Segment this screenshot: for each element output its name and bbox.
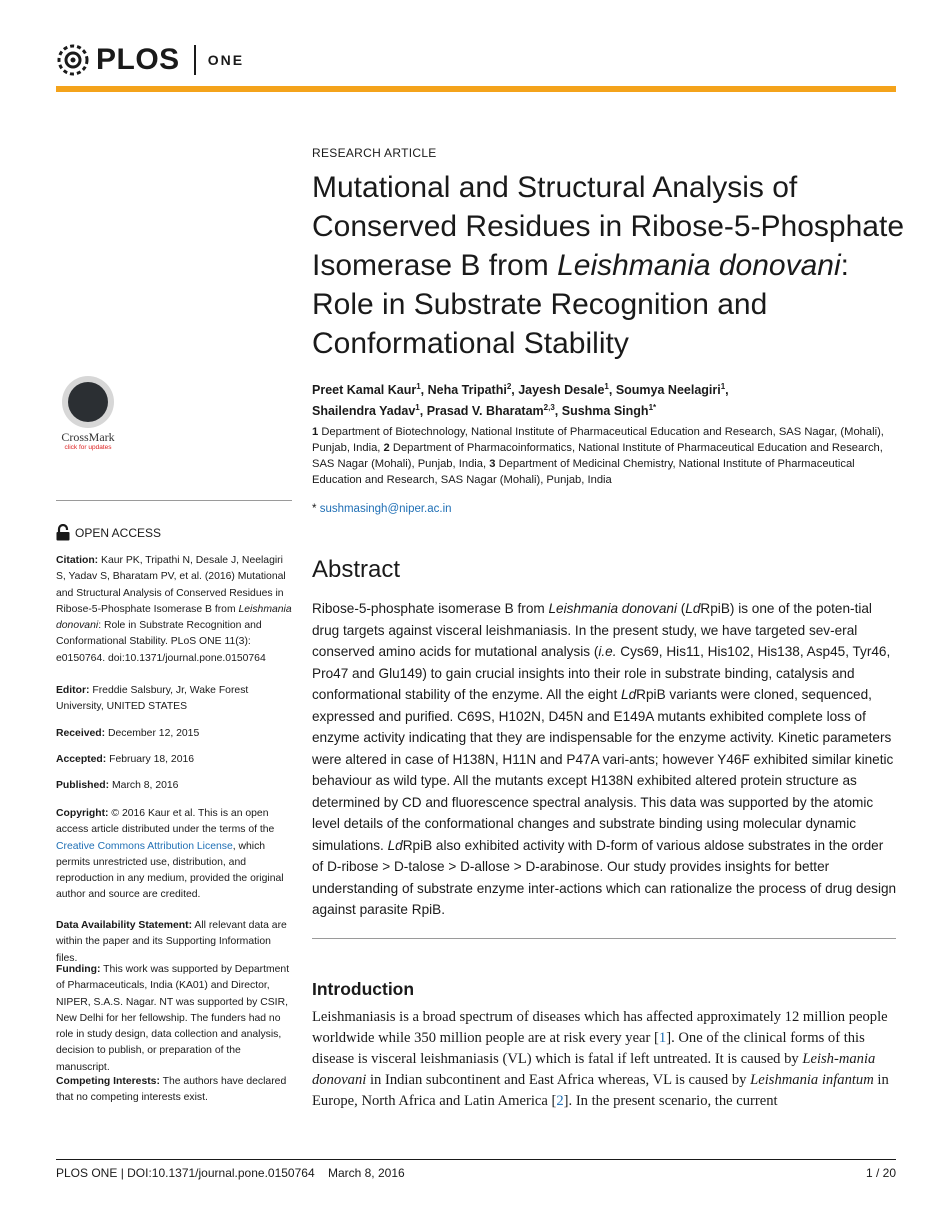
introduction-text: Leishmaniasis is a broad spectrum of diseases which has affected approximately 12 million people worldwide while 350 million people are at risk every year [1]. One of the clinical forms of this disease is visceral leishmaniasis (VL) which is fatal if left untreated. It is caused by Leish-mania donovani in Indian subcontinent and East Africa whereas, VL is caused by Leishmania infantum in Europe, North Africa and Latin America [2]. In the present scenario, the current	[312, 1009, 889, 1109]
citation-block: Citation: Kaur PK, Tripathi N, Desale J, Neelagiri S, Yadav S, Bharatam PV, et al. (2016) Mutational and Structural Analysis of Conserved Residues in Ribose-5-Phosphate Isomerase B from Leishmania donovani: Role in Substrate Recognition and Conformational Stability. PLoS ONE 11(3): e0150764. doi:10.1371/journal.pone.0150764	[56, 555, 292, 664]
open-access-badge: OPEN ACCESS	[56, 524, 161, 541]
received-date: Received: December 12, 2015	[56, 728, 200, 739]
abstract-text: Ribose-5-phosphate isomerase B from Leishmania donovani (LdRpiB) is one of the poten-tial drug targets against visceral leishmaniasis. In the present study, we have targeted sev-eral conserved amino acids for mutational analysis (i.e. Cys69, His11, His102, His138, Asp45, Tyr46, Pro47 and Glu149) to gain crucial insights into their role in substrate binding, catalysis and conformational stability of the enzyme. All the eight LdRpiB variants were cloned, sequenced, expressed and purified. C69S, H102N, D45N and E149A mutants exhibited complete loss of enzyme activity indicating that they are indispensable for the enzyme activity. Kinetic parameters were altered in case of H138N, H11N and P47A vari-ants; however Y46F exhibited similar kinetic behaviour as wild type. All the mutants except H138N exhibited altered protein structure as determined by CD and fluorescence spectral analysis. This data was supported by the atomic level details of the conformational changes and substrate binding using molecular dynamic simulations. LdRpiB also exhibited activity with D-form of various aldose substrates in the order of D-ribose > D-talose > D-allose > D-arabinose. Our study provides insights for better understanding of substrate enzyme inter-actions which can rationalize the process of drug design against parasite RpiB.	[312, 601, 897, 917]
article-type: RESEARCH ARTICLE	[312, 146, 437, 160]
reference-link[interactable]: 2	[556, 1093, 564, 1109]
abstract-divider	[312, 938, 896, 939]
sidebar-divider	[56, 500, 292, 501]
page-number: 1 / 20	[865, 1166, 896, 1180]
published-date: Published: March 8, 2016	[56, 780, 179, 791]
journal-name: PLOS	[96, 43, 180, 76]
abstract-heading: Abstract	[312, 556, 401, 583]
introduction-heading: Introduction	[312, 979, 415, 999]
author[interactable]: Jayesh Desale$^1$	[518, 382, 609, 398]
crossmark-label: CrossMark	[61, 430, 115, 444]
author-list: Preet Kamal Kaur$^1$, Neha Tripathi$^2$, Jayesh Desale$^1$, Soumya Neelagiri$^1$, Shailendra Yadav$^1$, Prasad V. Bharatam$^{2,3}$, Sushma Singh$^{1*}$	[312, 382, 729, 419]
journal-subname: ONE	[207, 52, 245, 68]
copyright-block: Copyright: © 2016 Kaur et al. This is an open access article distributed under the terms of the Creative Commons Attribution License, which permits unrestricted use, distribution, and reproduction in any medium, provided the original author and source are credited.	[56, 808, 284, 901]
data-availability-block: Data Availability Statement: All relevant data are within the paper and its Supporting Information files.	[56, 920, 287, 964]
author[interactable]: Neha Tripathi$^2$	[427, 382, 512, 398]
journal-logo[interactable]	[56, 40, 244, 80]
crossmark-sublabel: click for updates	[64, 444, 112, 451]
accepted-date: Accepted: February 18, 2016	[56, 754, 195, 765]
author[interactable]: Sushma Singh$^{1*}$	[561, 403, 657, 419]
affiliations: 1 Department of Biotechnology, National Institute of Pharmaceutical Education and Research, SAS Nagar, (Mohali), Punjab, India, 2 Department of Pharmacoinformatics, National Institute of Pharmaceutical Education and Research, SAS Nagar (Mohali), Punjab, India, 3 Department of Medicinal Chemistry, National Institute of Pharmaceutical Education and Research, SAS Nagar (Mohali), Punjab, India	[312, 426, 884, 486]
footer-citation: PLOS ONE | DOI:10.1371/journal.pone.0150764 March 8, 2016	[56, 1166, 405, 1180]
author[interactable]: Prasad V. Bharatam$^{2,3}$	[426, 403, 555, 419]
footer-divider	[56, 1159, 896, 1160]
reference-link[interactable]: 1	[658, 1030, 667, 1046]
corresponding-email: * sushmasingh@niper.ac.in	[312, 503, 452, 515]
email-link[interactable]: sushmasingh@niper.ac.in	[319, 503, 452, 515]
article-title: Mutational and Structural Analysis of Conserved Residues in Ribose-5-Phosphate Isomerase B from Leishmania donovani: Role in Substrate Recognition and Conformational Stability	[312, 171, 905, 360]
license-link[interactable]: Creative Commons Attribution License	[56, 840, 233, 852]
open-lock-icon	[56, 524, 70, 541]
competing-interests-block: Competing Interests: The authors have declared that no competing interests exist.	[56, 1076, 287, 1104]
editor-block: Editor: Freddie Salsbury, Jr, Wake Forest University, UNITED STATES	[56, 685, 249, 713]
logo-divider	[194, 45, 196, 75]
header-accent-bar	[56, 86, 896, 92]
author[interactable]: Soumya Neelagiri$^1$	[615, 382, 726, 398]
funding-block: Funding: This work was supported by Department of Pharmaceuticals, India (KA01) and Director, NIPER, S.A.S. Nagar. NT was supported by CSIR, New Delhi for her fellowship. The funders had no role in study design, data collection and analysis, decision to publish, or preparation of the manuscript.	[56, 964, 290, 1073]
author[interactable]: Shailendra Yadav$^1$	[312, 403, 420, 419]
author[interactable]: Preet Kamal Kaur$^1$	[312, 382, 421, 398]
plos-logo-icon	[56, 43, 90, 77]
crossmark-badge[interactable]	[56, 376, 120, 451]
crossmark-icon	[62, 376, 114, 428]
